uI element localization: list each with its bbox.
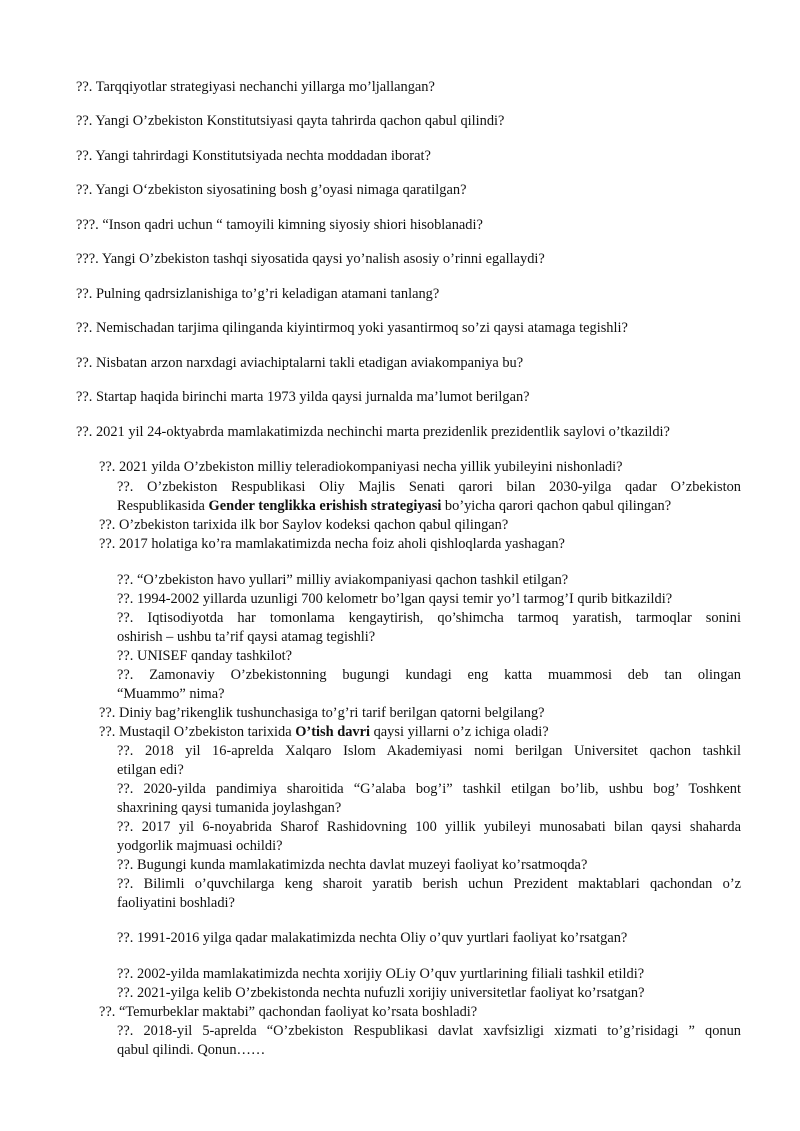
question-line: ??. 2018-yil 5-aprelda “O’zbekiston Respublikasi davlat xavfsizligi xizmati to’g’risidagi ” qonun <box>117 1023 741 1039</box>
question-line: qabul qilindi. Qonun…… <box>117 1042 266 1058</box>
question-line <box>99 722 549 742</box>
question-line: ??. 2021 yilda O’zbekiston milliy teleradiokompaniyasi necha yillik yubileyini nishonladi? <box>99 459 623 475</box>
question-line: ??. 2018 yil 16-aprelda Xalqaro Islom Akademiyasi nomi berilgan Universitet qachon tashkil <box>117 743 741 759</box>
question-line: ??. Pulning qadrsizlanishiga to’g’ri keladigan atamani tanlang? <box>76 286 440 302</box>
question-line: ??. 2017 holatiga ko’ra mamlakatimizda necha foiz aholi qishloqlarda yashagan? <box>99 536 565 552</box>
text-span: qaysi yillarni o’z ichiga oladi? <box>370 724 549 740</box>
question-line: ??. Startap haqida birinchi marta 1973 yilda qaysi jurnalda ma’lumot berilgan? <box>76 389 530 405</box>
question-line: ??. “O’zbekiston havo yullari” milliy aviakompaniyasi qachon tashkil etilgan? <box>117 572 569 588</box>
question-line: ??. 2021 yil 24-oktyabrda mamlakatimizda nechinchi marta prezidenlik prezidentlik saylovi o’tkazildi? <box>76 424 670 440</box>
question-line: “Muammo” nima? <box>117 686 225 702</box>
question-line: ??. Diniy bag’rikenglik tushunchasiga to’g’ri tarif berilgan qatorni belgilang? <box>99 705 545 721</box>
question-line: ??. UNISEF qanday tashkilot? <box>117 648 293 664</box>
question-line: etilgan edi? <box>117 762 184 778</box>
question-line: ??. O’zbekiston Respublikasi Oliy Majlis Senati qarori bilan 2030-yilga qadar O’zbekiston <box>117 479 741 495</box>
text-span: ??. Mustaqil O’zbekiston tarixida <box>99 724 296 740</box>
question-line: ??. 2020-yilda pandimiya sharoitida “G’alaba bog’i” tashkil etilgan bo’lib, ushbu bog’ Toshkent <box>117 781 741 797</box>
question-line: ??. Tarqqiyotlar strategiyasi nechanchi yillarga mo’ljallangan? <box>76 79 435 95</box>
question-line: ??. Bilimli o’quvchilarga keng sharoit yaratib berish uchun Prezident maktablari qachondan o’z <box>117 876 741 892</box>
bold-term: O’tish davri <box>295 724 370 740</box>
question-line: oshirish – ushbu ta’rif qaysi atamag tegishli? <box>117 629 376 645</box>
question-line: ???. “Inson qadri uchun “ tamoyili kimning siyosiy shiori hisoblanadi? <box>76 217 483 233</box>
question-line: ??. 2021-yilga kelib O’zbekistonda nechta nufuzli xorijiy universitetlar faoliyat ko’rsatgan? <box>117 985 645 1001</box>
text-span: bo’yicha qarori qachon qabul qilingan? <box>441 498 672 514</box>
question-line: ??. Yangi O’zbekiston Konstitutsiyasi qayta tahrirda qachon qabul qilindi? <box>76 113 505 129</box>
question-line: ??. 1991-2016 yilga qadar malakatimizda nechta Oliy o’quv yurtlari faoliyat ko’rsatgan? <box>117 930 628 946</box>
question-line: ??. “Temurbeklar maktabi” qachondan faoliyat ko’rsata boshladi? <box>99 1004 478 1020</box>
question-line: shaxrining qaysi tumanida joylashgan? <box>117 800 342 816</box>
text-span: Respublikasida <box>117 498 209 514</box>
question-line: ??. Zamonaviy O’zbekistonning bugungi kundagi eng katta muammosi deb tan olingan <box>117 667 741 683</box>
question-line: ??. O’zbekiston tarixida ilk bor Saylov kodeksi qachon qabul qilingan? <box>99 517 509 533</box>
question-line: ??. 1994-2002 yillarda uzunligi 700 kelometr bo’lgan qaysi temir yo’l tarmog’I qurib bitkazildi? <box>117 591 673 607</box>
question-line: ??. Iqtisodiyotda har tomonlama kengaytirish, qo’shimcha tarmoq yaratish, tarmoqlar sonini <box>117 610 741 626</box>
question-line: faoliyatini boshladi? <box>117 895 235 911</box>
question-line: ??. Yangi tahrirdagi Konstitutsiyada nechta moddadan iborat? <box>76 148 431 164</box>
question-line <box>117 496 671 516</box>
question-line: ???. Yangi O’zbekiston tashqi siyosatida qaysi yo’nalish asosiy o’rinni egallaydi? <box>76 251 545 267</box>
question-line: ??. 2002-yilda mamlakatimizda nechta xorijiy OLiy O’quv yurtlarining filiali tashkil etildi? <box>117 966 645 982</box>
question-line: yodgorlik majmuasi ochildi? <box>117 838 283 854</box>
bold-term: Gender tenglikka erishish strategiyasi <box>208 498 442 514</box>
question-line: ??. 2017 yil 6-noyabrida Sharof Rashidovning 100 yillik yubileyi munosabati bilan qaysi shaharda <box>117 819 741 835</box>
question-line: ??. Bugungi kunda mamlakatimizda nechta davlat muzeyi faoliyat ko’rsatmoqda? <box>117 857 588 873</box>
question-line: ??. Yangi O‘zbekiston siyosatining bosh g’oyasi nimaga qaratilgan? <box>76 182 467 198</box>
question-line: ??. Nisbatan arzon narxdagi aviachiptalarni takli etadigan aviakompaniya bu? <box>76 355 524 371</box>
question-line: ??. Nemischadan tarjima qilinganda kiyintirmoq yoki yasantirmoq so’zi qaysi atamaga tegishli? <box>76 320 628 336</box>
